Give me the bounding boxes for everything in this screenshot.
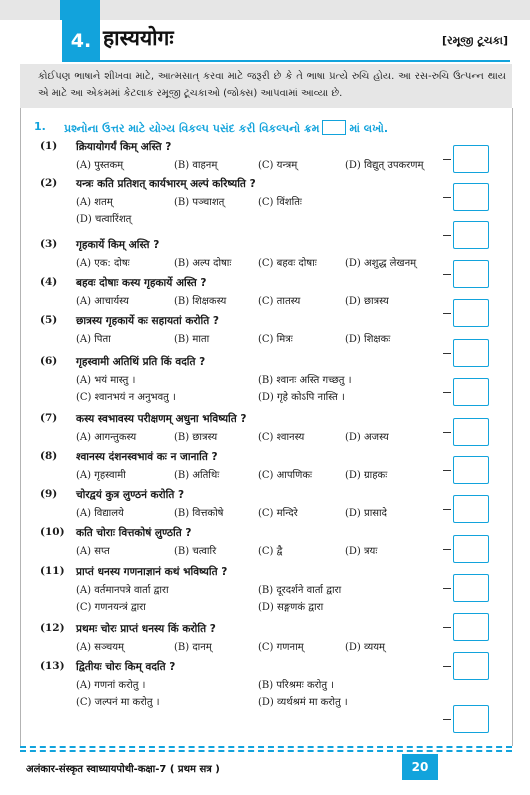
option-letter: (B) — [174, 197, 190, 208]
option-text: दानम् — [192, 642, 212, 653]
answer-box[interactable] — [453, 260, 489, 288]
option-text: वर्तमानपत्रे वार्ता द्वारा — [94, 585, 169, 596]
answer-option — [345, 429, 389, 443]
question-text: प्रथमः चोरः प्राप्तं धनस्य किं करोति ? — [76, 623, 216, 635]
answer-option — [345, 467, 387, 481]
answer-option — [76, 211, 131, 225]
option-text: मित्रः — [276, 334, 293, 345]
answer-option — [174, 467, 219, 481]
chapter-title: हास्ययोगः — [103, 26, 174, 50]
answer-option — [258, 677, 334, 691]
option-text: पिता — [94, 334, 111, 345]
answer-leader-tick — [443, 235, 451, 236]
question-text: क्रियायोगर्यं किम् अस्ति ? — [76, 141, 172, 153]
answer-option — [174, 429, 217, 443]
option-text: भयं मास्तु । — [94, 375, 136, 386]
option-letter: (B) — [174, 470, 190, 481]
question-text: प्राप्तं धनस्य गणनाज्ञानं कथं भविष्यति ? — [76, 566, 228, 578]
option-letter: (C) — [258, 470, 274, 481]
option-text: वाहनम् — [192, 160, 218, 171]
answer-option — [174, 255, 231, 269]
footer-divider — [20, 750, 512, 752]
answer-leader-tick — [443, 159, 451, 160]
answer-option — [258, 255, 317, 269]
option-letter: (D) — [345, 258, 361, 269]
answer-leader-tick — [443, 274, 451, 275]
answer-option — [76, 694, 160, 708]
option-letter: (A) — [76, 470, 92, 481]
answer-option — [174, 157, 217, 171]
question-number: (3) — [40, 238, 58, 250]
option-text: आचार्यस्य — [94, 296, 129, 307]
answer-box[interactable] — [453, 705, 489, 733]
option-text: गृहस्वामी — [94, 470, 126, 481]
option-letter: (A) — [76, 296, 92, 307]
question-number: (1) — [40, 140, 58, 152]
intro-text: કોઈપણ ભાષાને શીખવા માટે, આત્મસાત્ કરવા માટે જરૂરી છે કે તે ભાષા પ્રત્યે રુચિ હોય. આ રસ-રુચિ ઉત્પન્ન થાય એ માટે આ એકમમાં કેટલાક રમૂજી ટૂચકાઓ (જોક્સ) આપવામાં આવ્યા છે. — [38, 71, 506, 99]
option-letter: (B) — [258, 680, 274, 691]
option-text: माता — [192, 334, 210, 345]
option-letter: (C) — [258, 334, 274, 345]
option-text: गणनाम् — [276, 642, 304, 653]
answer-option — [76, 639, 124, 653]
answer-box[interactable] — [453, 535, 489, 563]
option-text: यन्त्रम् — [276, 160, 298, 171]
answer-option — [258, 293, 300, 307]
option-letter: (D) — [345, 642, 361, 653]
answer-leader-tick — [443, 719, 451, 720]
option-text: शतम् — [94, 197, 113, 208]
answer-option — [258, 599, 323, 613]
question-number: (4) — [40, 276, 58, 288]
answer-box[interactable] — [453, 495, 489, 523]
option-letter: (C) — [258, 508, 274, 519]
question-number: (2) — [40, 177, 58, 189]
answer-option — [345, 157, 423, 171]
answer-option — [76, 389, 176, 403]
answer-box[interactable] — [453, 339, 489, 367]
answer-option — [76, 467, 126, 481]
answer-option — [174, 505, 223, 519]
option-text: द्वै — [276, 546, 283, 557]
option-text: अल्प दोषाः — [192, 258, 232, 269]
answer-option — [345, 505, 387, 519]
answer-option — [174, 293, 226, 307]
question-number: (8) — [40, 450, 58, 462]
question-text: द्वितीयः चोरः किम् वदति ? — [76, 661, 176, 673]
answer-leader-tick — [443, 392, 451, 393]
option-letter: (C) — [258, 258, 274, 269]
answer-box[interactable] — [453, 652, 489, 680]
page-number: 20 — [402, 754, 438, 780]
option-letter: (B) — [174, 432, 190, 443]
answer-option — [76, 505, 124, 519]
option-text: आपणिकः — [276, 470, 313, 481]
answer-option — [258, 429, 304, 443]
answer-option — [174, 639, 212, 653]
option-text: मन्दिरे — [276, 508, 298, 519]
answer-option — [258, 582, 341, 596]
option-letter: (B) — [174, 258, 190, 269]
option-letter: (C) — [76, 697, 92, 708]
option-letter: (A) — [76, 197, 92, 208]
option-text: वित्तकोषे — [192, 508, 224, 519]
answer-option — [258, 157, 297, 171]
question-number: (5) — [40, 314, 58, 326]
option-text: व्ययम् — [364, 642, 386, 653]
answer-option — [76, 194, 113, 208]
answer-option — [258, 389, 345, 403]
option-text: गणनयन्त्रं द्वारा — [94, 602, 146, 613]
answer-leader-tick — [443, 353, 451, 354]
option-text: त्रयः — [364, 546, 378, 557]
option-letter: (D) — [345, 160, 361, 171]
question-number: (12) — [40, 622, 65, 634]
option-text: जल्पनं मा करोतु । — [94, 697, 160, 708]
question-text: गृहस्वामी अतिथिं प्रति किं वदति ? — [76, 356, 206, 368]
option-text: अशुद्ध लेखनम् — [364, 258, 417, 269]
answer-option — [258, 639, 304, 653]
right-margin-rule — [512, 108, 513, 746]
option-text: दूरदर्शने वार्ता द्वारा — [276, 585, 342, 596]
answer-option — [76, 582, 169, 596]
option-letter: (B) — [174, 508, 190, 519]
answer-option — [345, 255, 416, 269]
option-letter: (D) — [345, 432, 361, 443]
option-letter: (A) — [76, 258, 92, 269]
option-text: विंशतिः — [276, 197, 302, 208]
option-letter: (A) — [76, 334, 92, 345]
option-text: अतिथिः — [192, 470, 220, 481]
answer-box[interactable] — [453, 456, 489, 484]
option-letter: (A) — [76, 642, 92, 653]
question-text: यन्त्रः कति प्रतिशत् कार्यभारम् अल्पं करिष्यति ? — [76, 178, 256, 190]
answer-option — [258, 194, 302, 208]
answer-option — [76, 372, 135, 386]
option-letter: (D) — [258, 602, 274, 613]
answer-leader-tick — [443, 470, 451, 471]
option-letter: (A) — [76, 375, 92, 386]
option-letter: (D) — [345, 296, 361, 307]
question-text: कति चोराः वित्तकोषं लुण्ठति ? — [76, 527, 192, 539]
instruction-text: પ્રશ્નોના ઉત્તર માટે યોગ્ય વિકલ્પ પસંદ કરી વિકલ્પનો ક્રમ — [64, 122, 320, 135]
option-letter: (D) — [258, 697, 274, 708]
option-letter: (B) — [174, 642, 190, 653]
question-number: (6) — [40, 355, 58, 367]
answer-box[interactable] — [453, 418, 489, 446]
answer-option — [76, 677, 145, 691]
question-number: (13) — [40, 660, 65, 672]
answer-option — [258, 467, 312, 481]
question-number: (10) — [40, 526, 65, 538]
option-letter: (B) — [258, 375, 274, 386]
chapter-tag: [રમૂજી ટૂચકા] — [441, 34, 508, 47]
footer-divider — [20, 746, 512, 748]
option-letter: (D) — [345, 470, 361, 481]
answer-option — [76, 255, 130, 269]
option-text: एक: दोषः — [94, 258, 130, 269]
answer-leader-tick — [443, 588, 451, 589]
option-text: शिक्षकस्य — [192, 296, 227, 307]
option-text: चत्वारि — [192, 546, 217, 557]
answer-option — [258, 372, 351, 386]
option-letter: (D) — [345, 334, 361, 345]
option-text: गणनां करोतु । — [94, 680, 146, 691]
answer-box[interactable] — [453, 299, 489, 327]
answer-option — [258, 543, 282, 557]
option-text: पुस्तकम् — [94, 160, 124, 171]
answer-option — [76, 543, 110, 557]
option-text: विद्यालये — [94, 508, 124, 519]
answer-leader-tick — [443, 509, 451, 510]
option-letter: (D) — [258, 392, 274, 403]
instruction-text-end: માં લખો. — [349, 122, 389, 135]
chapter-number: 4. — [62, 20, 100, 62]
answer-box[interactable] — [453, 221, 489, 249]
option-letter: (C) — [258, 546, 274, 557]
question-number: (11) — [40, 565, 65, 577]
option-text: श्वानस्य — [276, 432, 305, 443]
option-text: प्रासादे — [364, 508, 387, 519]
answer-option — [258, 694, 348, 708]
option-letter: (A) — [76, 160, 92, 171]
option-letter: (C) — [258, 296, 274, 307]
option-text: श्वानः अस्ति गच्छतु । — [276, 375, 352, 386]
question-number: (7) — [40, 412, 58, 424]
answer-option — [76, 157, 123, 171]
option-letter: (C) — [258, 432, 274, 443]
option-letter: (B) — [174, 546, 190, 557]
option-text: गृहे कोऽपि नास्ति । — [277, 392, 345, 403]
answer-leader-tick — [443, 627, 451, 628]
answer-option — [345, 293, 389, 307]
option-text: ग्राहकः — [364, 470, 388, 481]
option-letter: (B) — [174, 334, 190, 345]
option-text: सप्त — [94, 546, 110, 557]
option-letter: (A) — [76, 508, 92, 519]
option-text: अजस्य — [364, 432, 389, 443]
answer-leader-tick — [443, 197, 451, 198]
answer-option — [174, 543, 216, 557]
option-letter: (C) — [258, 160, 274, 171]
option-text: सञ्चयम् — [94, 642, 124, 653]
answer-option — [76, 293, 129, 307]
option-text: तातस्य — [276, 296, 301, 307]
question-text: चोरद्वयं कुत्र लुण्ठनं करोति ? — [76, 489, 185, 501]
title-underline — [100, 60, 510, 62]
answer-option — [345, 639, 385, 653]
answer-leader-tick — [443, 549, 451, 550]
answer-option — [345, 543, 377, 557]
instruction-line — [64, 120, 388, 136]
question-text: कस्य स्वभावस्य परीक्षणम् अधुना भविष्यति ? — [76, 413, 247, 425]
answer-box[interactable] — [453, 613, 489, 641]
option-text: आगन्तुकस्य — [94, 432, 137, 443]
option-letter: (C) — [258, 642, 274, 653]
footer-book-title: अलंकार-संस्कृत स्वाध्यायपोथी-कक्षा-7 ( प्रथम सत्र ) — [26, 764, 220, 775]
instruction-answer-box — [322, 120, 346, 135]
answer-leader-tick — [443, 432, 451, 433]
option-text: परिश्रमः करोतु । — [276, 680, 334, 691]
answer-box[interactable] — [453, 574, 489, 602]
option-letter: (D) — [76, 214, 92, 225]
option-letter: (A) — [76, 546, 92, 557]
option-letter: (A) — [76, 585, 92, 596]
option-letter: (B) — [174, 160, 190, 171]
answer-option — [258, 505, 298, 519]
top-strip-accent — [60, 0, 100, 20]
option-text: छात्रस्य — [192, 432, 218, 443]
left-margin-rule — [20, 108, 21, 746]
answer-box[interactable] — [453, 183, 489, 211]
answer-option — [174, 194, 224, 208]
answer-option — [76, 331, 111, 345]
option-letter: (A) — [76, 680, 92, 691]
option-text: श्वानभयं न अनुभवतु । — [94, 392, 176, 403]
answer-option — [76, 599, 146, 613]
option-text: पञ्चाशत् — [192, 197, 225, 208]
option-letter: (C) — [76, 602, 92, 613]
question-text: बहवः दोषाः कस्य गृहकार्ये अस्ति ? — [76, 277, 207, 289]
question-text: श्वानस्य दंशनस्वभावं कः न जानाति ? — [76, 451, 218, 463]
option-letter: (C) — [76, 392, 92, 403]
option-letter: (D) — [345, 508, 361, 519]
option-letter: (B) — [258, 585, 274, 596]
option-text: सङ्गणकं द्वारा — [277, 602, 324, 613]
option-letter: (A) — [76, 432, 92, 443]
answer-option — [76, 429, 136, 443]
answer-option — [174, 331, 209, 345]
option-text: शिक्षकः — [364, 334, 391, 345]
answer-leader-tick — [443, 313, 451, 314]
option-letter: (B) — [174, 296, 190, 307]
instruction-number: 1. — [34, 120, 46, 133]
question-text: छात्रस्य गृहकार्ये कः सहायतां करोति ? — [76, 315, 219, 327]
option-text: बहवः दोषाः — [276, 258, 317, 269]
question-text: गृहकार्ये किम् अस्ति ? — [76, 239, 160, 251]
option-text: विद्युत् उपकरणम् — [364, 160, 424, 171]
answer-box[interactable] — [453, 145, 489, 173]
option-letter: (D) — [345, 546, 361, 557]
answer-box[interactable] — [453, 378, 489, 406]
answer-option — [258, 331, 293, 345]
answer-leader-tick — [443, 666, 451, 667]
option-text: व्यर्थश्रमं मा करोतु । — [277, 697, 348, 708]
option-letter: (C) — [258, 197, 274, 208]
answer-option — [345, 331, 390, 345]
option-text: छात्रस्य — [364, 296, 389, 307]
option-text: चत्वारिंशत् — [95, 214, 132, 225]
question-number: (9) — [40, 488, 58, 500]
